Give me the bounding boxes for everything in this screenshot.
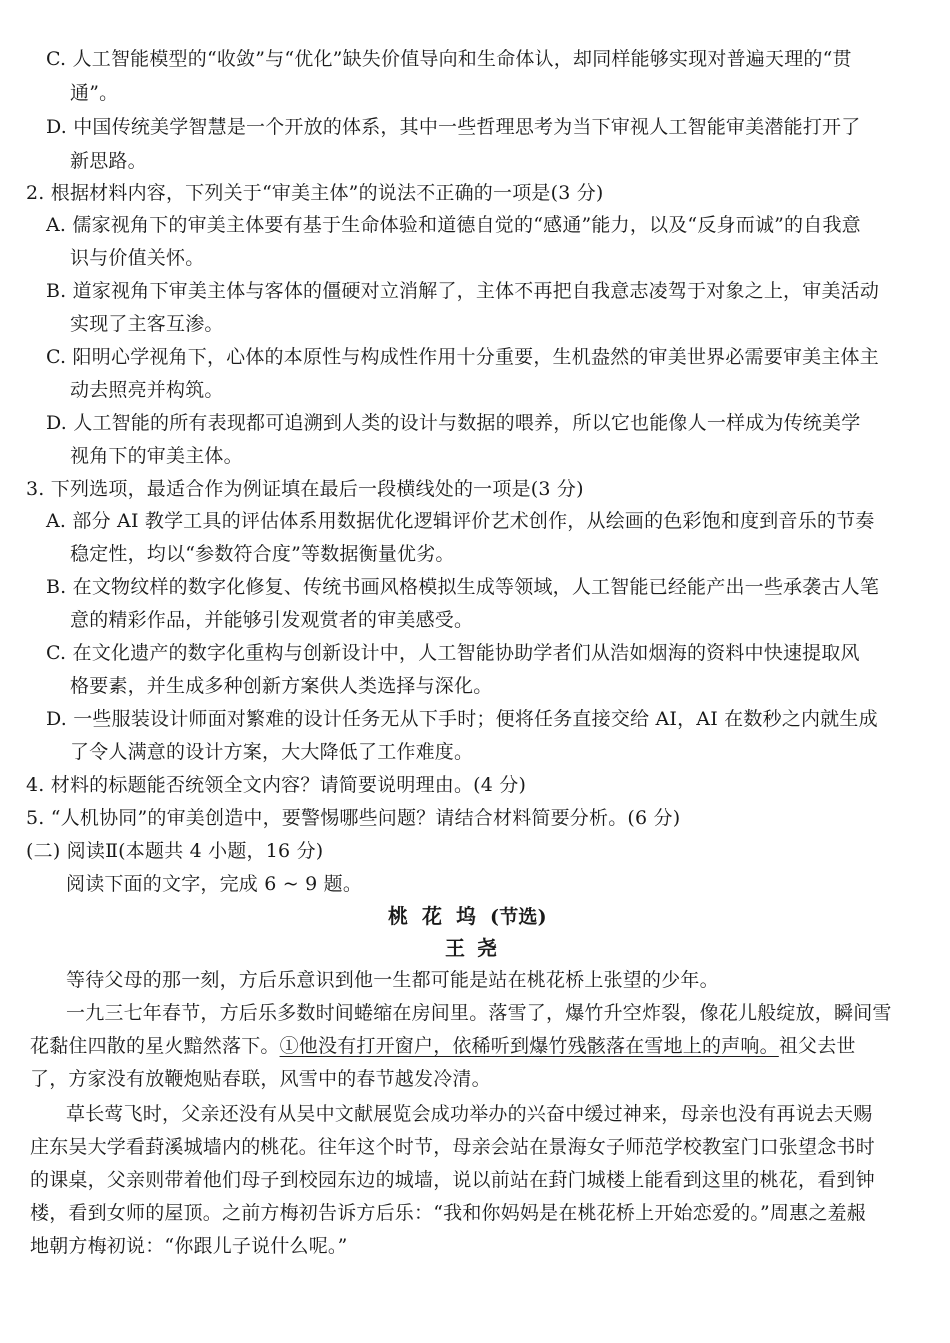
story-title-sub: (节选) — [490, 906, 547, 928]
q3-stem: 3. 下列选项，最适合作为例证填在最后一段横线处的一项是(3 分) — [26, 478, 584, 500]
story-p2-line2 — [30, 1033, 856, 1059]
q3-option-a-line1: A. 部分 AI 教学工具的评估体系用数据优化逻辑评价艺术创作，从绘画的色彩饱和度到音乐的节奏 — [46, 510, 875, 532]
q3-option-d-line2: 了令人满意的设计方案，大大降低了工作难度。 — [70, 741, 474, 763]
section-2-instruction: 阅读下面的文字，完成 6 ~ 9 题。 — [66, 873, 363, 895]
q2-option-b-line2: 实现了主客互渗。 — [70, 313, 224, 335]
q3-option-b-line2: 意的精彩作品，并能够引发观赏者的审美感受。 — [70, 609, 474, 631]
q2-option-c-line1: C. 阳明心学视角下，心体的本原性与构成性作用十分重要，生机盎然的审美世界必需要审美主体主 — [46, 346, 879, 368]
section-2-heading: (二) 阅读Ⅱ(本题共 4 小题，16 分) — [26, 840, 324, 862]
story-p1: 等待父母的那一刻，方后乐意识到他一生都可能是站在桃花桥上张望的少年。 — [66, 969, 719, 991]
q2-option-c-line2: 动去照亮并构筑。 — [70, 379, 224, 401]
q1-option-c-line1: C. 人工智能模型的“收敛”与“优化”缺失价值导向和生命体认，却同样能够实现对普遍天理的“贯 — [46, 48, 852, 70]
q3-option-b-line1: B. 在文物纹样的数字化修复、传统书画风格模拟生成等领域，人工智能已经能产出一些承袭古人笔 — [46, 576, 880, 598]
story-p3-line1: 草长莺飞时，父亲还没有从吴中文献展览会成功举办的兴奋中缓过神来，母亲也没有再说去天赐 — [66, 1103, 873, 1125]
story-author: 王尧 — [445, 936, 509, 960]
q2-option-d-line2: 视角下的审美主体。 — [70, 445, 243, 467]
q3-option-d-line1: D. 一些服装设计师面对繁难的设计任务无从下手时；便将任务直接交给 AI，AI 在数秒之内就生成 — [46, 708, 878, 730]
q3-option-a-line2: 稳定性，均以“参数符合度”等数据衡量优劣。 — [70, 543, 455, 565]
q2-option-a-line1: A. 儒家视角下的审美主体要有基于生命体验和道德自觉的“感通”能力，以及“反身而诚”的自我意 — [46, 214, 861, 236]
story-title — [388, 903, 547, 930]
q1-option-c-line2: 通”。 — [70, 82, 119, 104]
story-p3-line3: 的课桌，父亲则带着他们母子到校园东边的城墙，说以前站在葑门城楼上能看到这里的桃花，看到钟 — [30, 1169, 875, 1191]
q4-stem: 4. 材料的标题能否统领全文内容？请简要说明理由。(4 分) — [26, 774, 527, 796]
q3-option-c-line2: 格要素，并生成多种创新方案供人类选择与深化。 — [70, 675, 493, 697]
q2-stem: 2. 根据材料内容，下列关于“审美主体”的说法不正确的一项是(3 分) — [26, 182, 604, 204]
q2-option-d-line1: D. 人工智能的所有表现都可追溯到人类的设计与数据的喂养，所以它也能像人一样成为传统美学 — [46, 412, 861, 434]
q5-stem: 5. “人机协同”的审美创造中，要警惕哪些问题？请结合材料简要分析。(6 分) — [26, 807, 681, 829]
q1-option-d-line2: 新思路。 — [70, 150, 147, 172]
story-p2-line3: 了，方家没有放鞭炮贴春联，风雪中的春节越发冷清。 — [30, 1068, 491, 1090]
story-p2-line2-end: 祖父去世 — [778, 1035, 856, 1057]
q2-option-a-line2: 识与价值关怀。 — [70, 247, 205, 269]
story-title-main: 桃花坞 — [388, 904, 490, 928]
story-p2-line1: 一九三七年春节，方后乐多数时间蜷缩在房间里。落雪了，爆竹升空炸裂，像花儿般绽放，瞬间雪 — [66, 1002, 892, 1024]
story-p3-line4: 楼，看到女师的屋顶。之前方梅初告诉方后乐：“我和你妈妈是在桃花桥上开始恋爱的。”周惠之羞赧 — [30, 1202, 866, 1224]
story-p3-line2: 庄东吴大学看葑溪城墙内的桃花。往年这个时节，母亲会站在景海女子师范学校教室门口张望念书时 — [30, 1136, 875, 1158]
story-p2-line2-start: 花黏住四散的星火黯然落下。 — [30, 1035, 280, 1057]
story-p3-line5: 地朝方梅初说：“你跟儿子说什么呢。” — [30, 1235, 348, 1257]
underlined-sentence-1: ①他没有打开窗户，依稀听到爆竹残骸落在雪地上的声响。 — [279, 1035, 779, 1057]
q1-option-d-line1: D. 中国传统美学智慧是一个开放的体系，其中一些哲理思考为当下审视人工智能审美潜能打开了 — [46, 116, 861, 138]
q2-option-b-line1: B. 道家视角下审美主体与客体的僵硬对立消解了，主体不再把自我意志凌驾于对象之上，审美活动 — [46, 280, 880, 302]
q3-option-c-line1: C. 在文化遗产的数字化重构与创新设计中，人工智能协助学者们从浩如烟海的资料中快速提取风 — [46, 642, 860, 664]
